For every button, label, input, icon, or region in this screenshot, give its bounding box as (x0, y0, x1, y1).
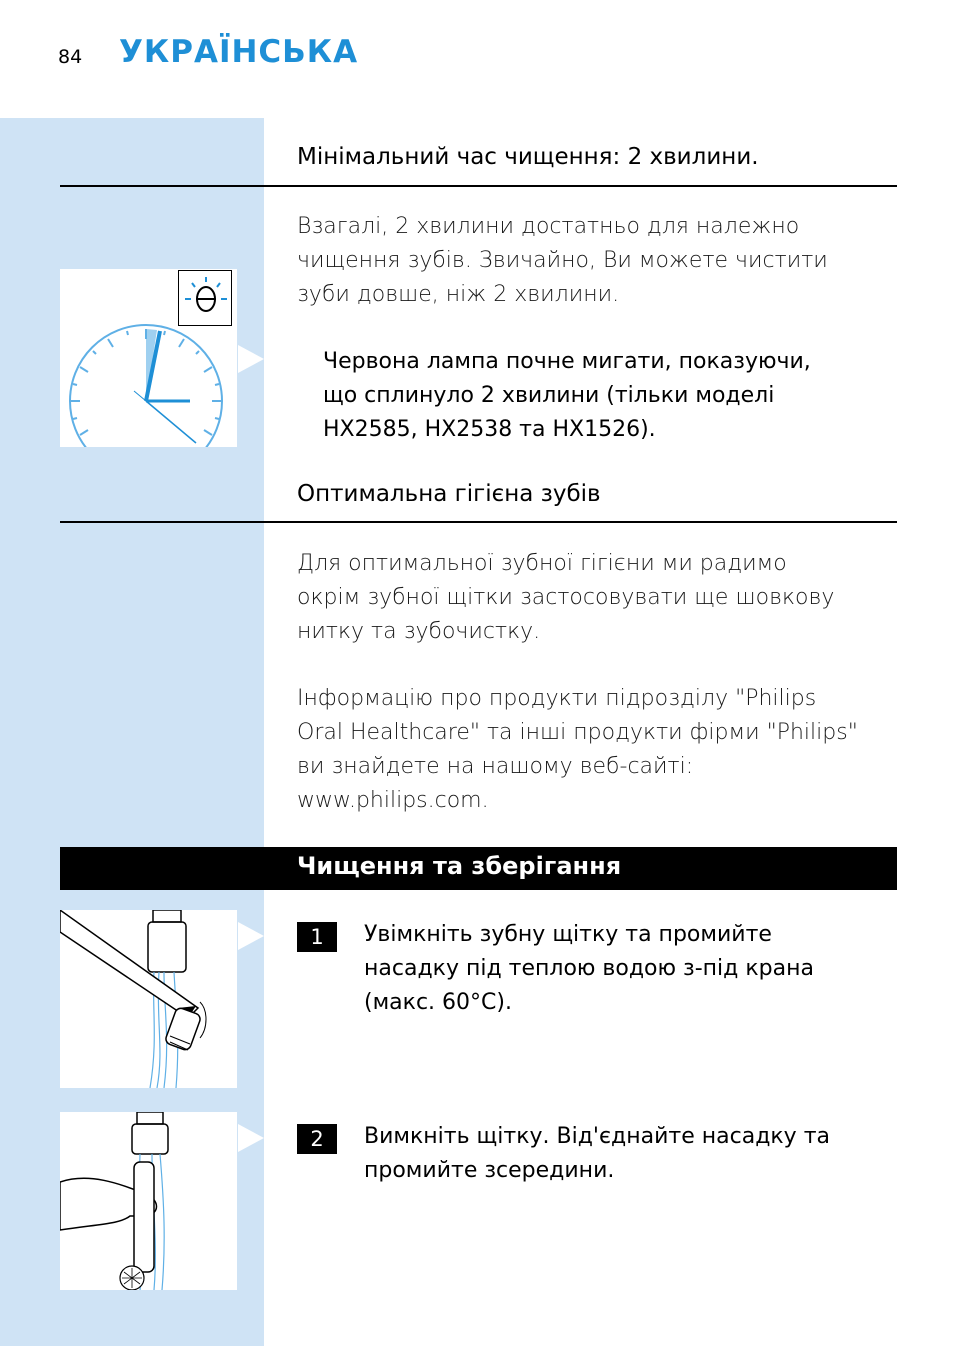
step-number: 2 (297, 1124, 337, 1154)
heading-rule (60, 185, 897, 187)
rinse-brush-illustration (60, 910, 237, 1088)
step-text: Увімкніть зубну щітку та промийте насадку під теплою водою з-під крана (макс. 60°C). (364, 922, 814, 1015)
step-number: 1 (297, 922, 337, 952)
callout-pointer (238, 1124, 264, 1152)
step-text: Вимкніть щітку. Від'єднайте насадку та промийте зсередини. (364, 1124, 830, 1183)
faucet-rinse-icon (60, 910, 237, 1088)
detach-rinse-icon (60, 1112, 237, 1290)
indicator-note: Червона лампа почне мигати, показуючи, що сплинуло 2 хвилини (тільки моделі HX2585, HX2538 та HX1526). (323, 349, 811, 442)
page-number: 84 (58, 46, 83, 68)
philips-info-paragraph: Інформацію про продукти підрозділу "Philips Oral Healthcare" та інші продукти фірми "Philips" ви знайдете на нашому веб-сайті: www.philips.com. (297, 686, 858, 813)
callout-pointer (238, 345, 264, 373)
indicator-light-icon (178, 270, 232, 326)
cleaning-section-title: Чищення та зберігання (297, 852, 622, 880)
hygiene-paragraph: Для оптимальної зубної гігієни ми радимо окрім зубної щітки застосовувати ще шовкову нитку та зубочистку. (297, 551, 835, 644)
detach-head-illustration (60, 1112, 237, 1290)
section-title-bar (60, 847, 897, 890)
hygiene-heading: Оптимальна гігієна зубів (297, 481, 601, 507)
min-time-paragraph: Взагалі, 2 хвилини достатньо для належно чищення зубів. Звичайно, Ви можете чистити зуби довше, ніж 2 хвилини. (297, 214, 828, 307)
min-time-heading: Мінімальний час чищення: 2 хвилини. (297, 144, 759, 170)
callout-pointer (238, 922, 264, 950)
heading-rule (60, 521, 897, 523)
language-heading: УКРАЇНСЬКА (119, 34, 359, 70)
